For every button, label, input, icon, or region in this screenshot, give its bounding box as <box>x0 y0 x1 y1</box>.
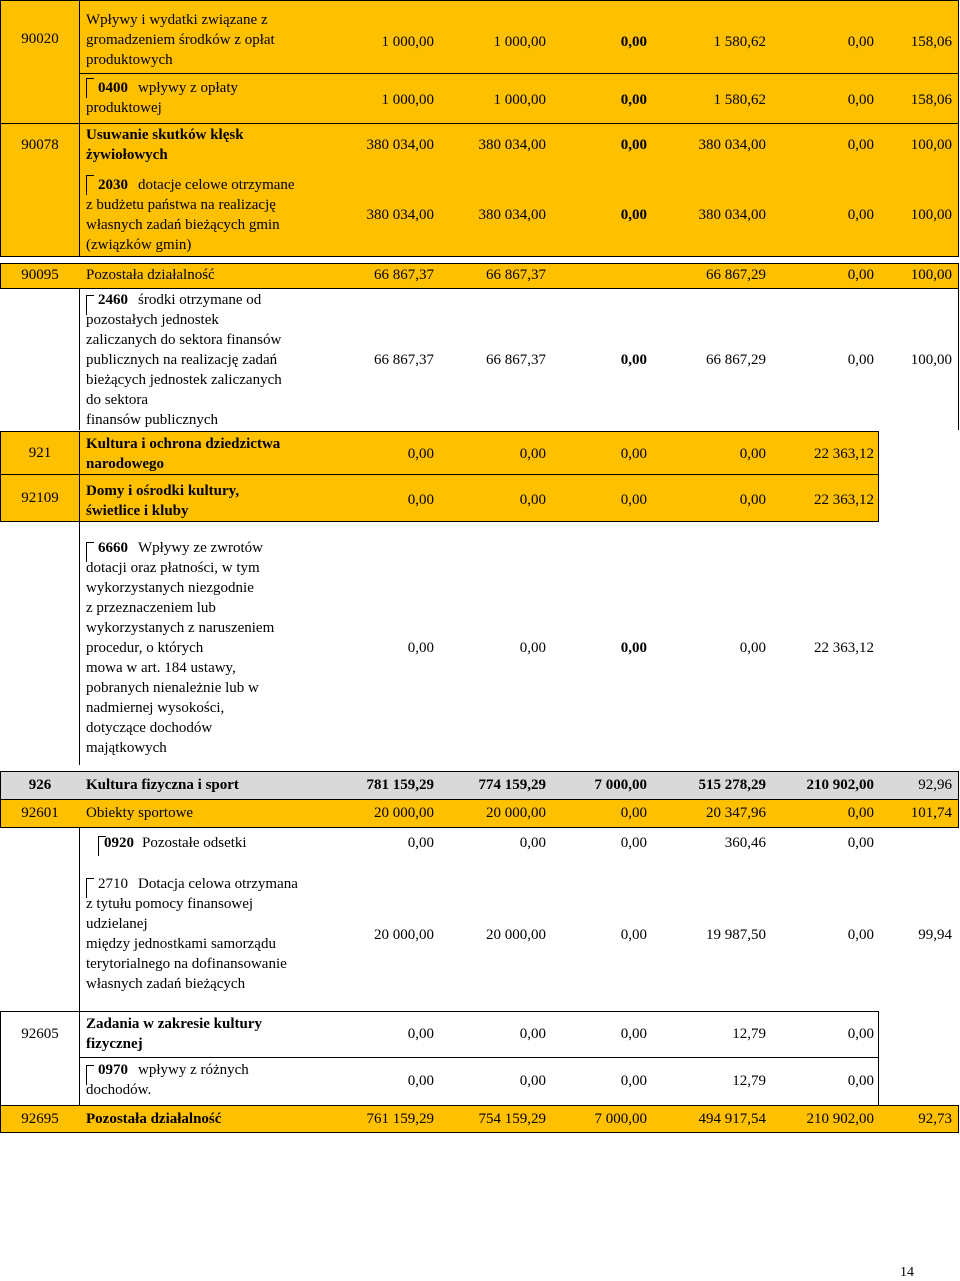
r5-v6: 100,00 <box>910 267 952 283</box>
divider <box>79 828 80 1012</box>
name-2710: Dotacja celowa otrzymana z tytułu pomocy finansowej udzielanej między jednostkami samorządu terytorialnego na dofinansowanie własnych zadań bieżących <box>86 876 298 992</box>
r9-v2: 0,00 <box>519 640 546 656</box>
name-90095: Pozostała działalność <box>86 267 215 283</box>
r9-v3: 0,00 <box>620 640 647 656</box>
r14-v4: 12,79 <box>732 1026 766 1042</box>
r16-v1: 761 159,29 <box>366 1111 434 1127</box>
r3-v5: 0,00 <box>847 137 874 153</box>
r14-v1: 0,00 <box>407 1026 434 1042</box>
name-92605: Zadania w zakresie kultury fizycznej <box>86 1016 262 1052</box>
name-0970: wpływy z różnych dochodów. <box>86 1062 249 1098</box>
r7-v4: 0,00 <box>739 446 766 462</box>
r15-v4: 12,79 <box>732 1073 766 1089</box>
name-921: Kultura i ochrona dziedzictwa narodowego <box>86 436 281 472</box>
r10-v1: 781 159,29 <box>366 777 434 793</box>
r1-v4: 1 580,62 <box>713 34 766 50</box>
r6-v1: 66 867,37 <box>374 352 434 368</box>
r9-v4: 0,00 <box>739 640 766 656</box>
code-921: 921 <box>28 445 52 461</box>
r4-v3: 0,00 <box>620 207 647 223</box>
r1-v5: 0,00 <box>847 34 874 50</box>
r3-v2: 380 034,00 <box>478 137 546 153</box>
code-0920: 0920 <box>104 835 134 851</box>
code-90020: 90020 <box>21 31 59 47</box>
code-2030: 2030 <box>98 177 128 193</box>
r12-v2: 0,00 <box>519 835 546 851</box>
r13-v5: 0,00 <box>847 927 874 943</box>
r6-v6: 100,00 <box>910 352 952 368</box>
r1-v3: 0,00 <box>620 34 647 50</box>
r13-v6: 99,94 <box>918 927 952 943</box>
r5-v1: 66 867,37 <box>374 267 434 283</box>
r4-v4: 380 034,00 <box>698 207 766 223</box>
r15-v5: 0,00 <box>847 1073 874 1089</box>
r3-v3: 0,00 <box>620 137 647 153</box>
r15-v1: 0,00 <box>407 1073 434 1089</box>
r2-v4: 1 580,62 <box>713 92 766 108</box>
r15-v3: 0,00 <box>620 1073 647 1089</box>
r4-v6: 100,00 <box>910 207 952 223</box>
name-926: Kultura fizyczna i sport <box>86 777 239 793</box>
name-6660: Wpływy ze zwrotów dotacji oraz płatności, w tym wykorzystanych niezgodnie z przeznaczeniem lub wykorzystanych z naruszeniem procedur, o których mowa w art. 184 ustawy, pobranych nienależnie lub w nadmiernej wysokości, dotyczące dochodów majątkowych <box>86 540 275 756</box>
r10-v4: 515 278,29 <box>698 777 766 793</box>
r4-v5: 0,00 <box>847 207 874 223</box>
r7-v2: 0,00 <box>519 446 546 462</box>
name-92601: Obiekty sportowe <box>86 805 194 821</box>
divider <box>958 289 959 430</box>
r13-v1: 20 000,00 <box>374 927 434 943</box>
r6-v4: 66 867,29 <box>706 352 766 368</box>
r13-v3: 0,00 <box>620 927 647 943</box>
r10-v6: 92,96 <box>918 777 952 793</box>
r9-v5: 22 363,12 <box>814 640 874 656</box>
r10-v2: 774 159,29 <box>478 777 546 793</box>
r14-v3: 0,00 <box>620 1026 647 1042</box>
code-6660: 6660 <box>98 540 128 556</box>
r4-v1: 380 034,00 <box>366 207 434 223</box>
r16-v3: 7 000,00 <box>594 1111 647 1127</box>
r16-v2: 754 159,29 <box>478 1111 546 1127</box>
r13-v4: 19 987,50 <box>706 927 766 943</box>
r14-v5: 0,00 <box>847 1026 874 1042</box>
r16-v4: 494 917,54 <box>698 1111 766 1127</box>
r6-v5: 0,00 <box>847 352 874 368</box>
r5-v5: 0,00 <box>847 267 874 283</box>
name-92695: Pozostała działalność <box>86 1111 222 1127</box>
name-2030: dotacje celowe otrzymane z budżetu państwa na realizację własnych zadań bieżących gmin (związków gmin) <box>86 177 295 253</box>
r3-v4: 380 034,00 <box>698 137 766 153</box>
code-0400: 0400 <box>98 80 128 96</box>
name-90020: Wpływy i wydatki związane z gromadzeniem środków z opłat produktowych <box>86 12 275 68</box>
code-92109: 92109 <box>21 490 59 506</box>
r11-v5: 0,00 <box>847 805 874 821</box>
r10-v3: 7 000,00 <box>594 777 647 793</box>
r12-v4: 360,46 <box>724 835 766 851</box>
r16-v6: 92,73 <box>918 1111 952 1127</box>
r2-v2: 1 000,00 <box>493 92 546 108</box>
code-cell-90020 <box>0 0 80 124</box>
page-number: 14 <box>900 1265 914 1280</box>
code-92601: 92601 <box>21 805 59 821</box>
r3-v6: 100,00 <box>910 137 952 153</box>
code-90095: 90095 <box>21 267 59 283</box>
code-90078: 90078 <box>21 137 59 153</box>
r8-v1: 0,00 <box>407 492 434 508</box>
r15-v2: 0,00 <box>519 1073 546 1089</box>
r7-v1: 0,00 <box>407 446 434 462</box>
divider <box>79 522 80 765</box>
code-92695: 92695 <box>21 1111 59 1127</box>
r11-v3: 0,00 <box>620 805 647 821</box>
r2-v5: 0,00 <box>847 92 874 108</box>
r6-v3: 0,00 <box>620 352 647 368</box>
r2-v3: 0,00 <box>620 92 647 108</box>
r1-v1: 1 000,00 <box>381 34 434 50</box>
r1-v2: 1 000,00 <box>493 34 546 50</box>
r2-v1: 1 000,00 <box>381 92 434 108</box>
r5-v2: 66 867,37 <box>486 267 546 283</box>
r3-v1: 380 034,00 <box>366 137 434 153</box>
name-0920: Pozostałe odsetki <box>142 835 247 851</box>
r8-v3: 0,00 <box>620 492 647 508</box>
code-2710: 2710 <box>98 876 128 892</box>
r9-v1: 0,00 <box>407 640 434 656</box>
r8-v4: 0,00 <box>739 492 766 508</box>
name-92109: Domy i ośrodki kultury, świetlice i kluby <box>86 483 240 519</box>
code-92605: 92605 <box>21 1026 59 1042</box>
divider <box>79 289 80 430</box>
r7-v5: 22 363,12 <box>814 446 874 462</box>
r1-v6: 158,06 <box>910 34 952 50</box>
r11-v4: 20 347,96 <box>706 805 766 821</box>
name-90078: Usuwanie skutków klęsk żywiołowych <box>86 127 244 163</box>
r11-v1: 20 000,00 <box>374 805 434 821</box>
r7-v3: 0,00 <box>620 446 647 462</box>
code-926: 926 <box>28 777 52 793</box>
r12-v5: 0,00 <box>847 835 874 851</box>
r6-v2: 66 867,37 <box>486 352 546 368</box>
name-2460: środki otrzymane od pozostałych jednostek zaliczanych do sektora finansów publicznych na realizację zadań bieżących jednostek zaliczanych do sektora finansów publicznych <box>86 292 282 428</box>
r14-v2: 0,00 <box>519 1026 546 1042</box>
r11-v6: 101,74 <box>910 805 952 821</box>
r16-v5: 210 902,00 <box>806 1111 874 1127</box>
r4-v2: 380 034,00 <box>478 207 546 223</box>
r10-v5: 210 902,00 <box>806 777 874 793</box>
r13-v2: 20 000,00 <box>486 927 546 943</box>
r12-v1: 0,00 <box>407 835 434 851</box>
r8-v5: 22 363,12 <box>814 492 874 508</box>
r8-v2: 0,00 <box>519 492 546 508</box>
r5-v4: 66 867,29 <box>706 267 766 283</box>
r12-v3: 0,00 <box>620 835 647 851</box>
r11-v2: 20 000,00 <box>486 805 546 821</box>
name-0400: wpływy z opłaty produktowej <box>86 80 238 116</box>
r2-v6: 158,06 <box>910 92 952 108</box>
code-2460: 2460 <box>98 292 128 308</box>
code-0970: 0970 <box>98 1062 128 1078</box>
